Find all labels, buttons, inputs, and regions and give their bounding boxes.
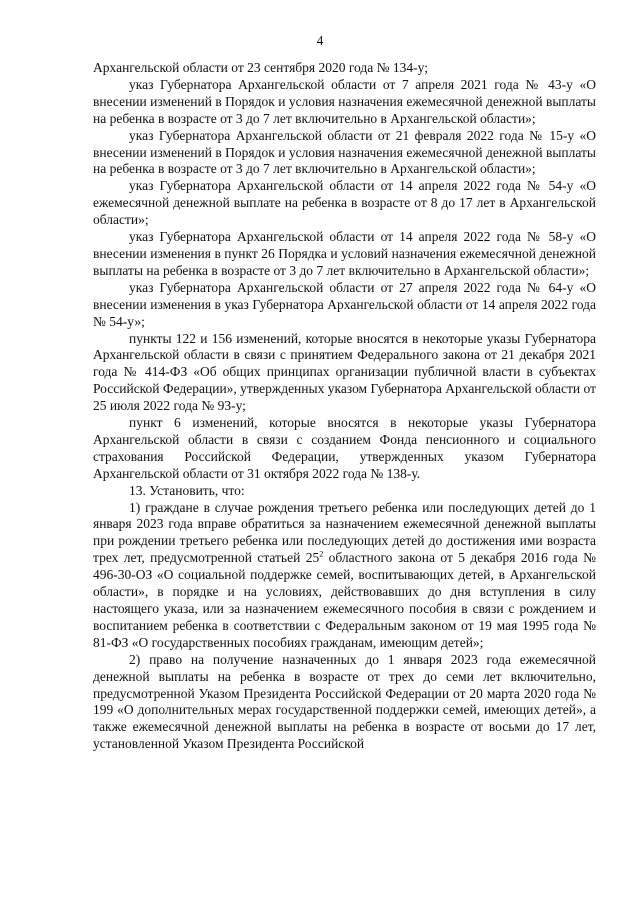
document-body (93, 60, 596, 753)
paragraph-2: указ Губернатора Архангельской области от 7 апреля 2021 года № 43-у «О внесении изменений в Порядок и условия назначения ежемесячной денежной выплаты на ребенка в возрасте от 3 до 7 лет включительно в Архангельской области»; (93, 76, 596, 126)
paragraph-6: указ Губернатора Архангельской области от 27 апреля 2022 года № 64-у «О внесении изменения в указ Губернатора Архангельской области от 14 апреля 2022 года № 54-у»; (93, 279, 596, 329)
page-number: 4 (316, 33, 324, 48)
paragraph-4: указ Губернатора Архангельской области от 14 апреля 2022 года № 54-у «О ежемесячной денежной выплате на ребенка в возрасте от 8 до 17 лет в Архангельской области»; (93, 178, 596, 228)
paragraph-7: пункты 122 и 156 изменений, которые вносятся в некоторые указы Губернатора Архангельской области в связи с принятием Федерального закона от 21 декабря 2021 года № 414-ФЗ «Об общих принципах организации публичной власти в субъектах Российской Федерации», утвержденных указом Губернатора Архангельской области от 25 июля 2022 года № 93-у; (93, 330, 596, 414)
paragraph-10-part-1: 1) граждане в случае рождения третьего ребенка или последующих детей до 1 января 2023 года вправе обратиться за назначением ежемесячной денежной выплаты при рождении третьего ребенка или последующих детей до достижения ими возраста трех лет, предусмотренной статьей 25 (93, 499, 596, 566)
paragraph-8: пункт 6 изменений, которые вносятся в некоторые указы Губернатора Архангельской области в связи с созданием Фонда пенсионного и социального страхования Российской Федерации, утвержденных указом Губернатора Архангельской области от 31 октября 2022 года № 138-у. (93, 415, 596, 481)
paragraph-5: указ Губернатора Архангельской области от 14 апреля 2022 года № 58-у «О внесении изменения в пункт 26 Порядка и условий назначения ежемесячной денежной выплаты на ребенка в возрасте от 3 до 7 лет включительно в Архангельской области»; (93, 229, 596, 278)
paragraph-1: Архангельской области от 23 сентября 2020 года № 134-у; (93, 60, 428, 75)
superscript: 2 (319, 549, 324, 559)
paragraph-11: 2) право на получение назначенных до 1 января 2023 года ежемесячной денежной выплаты на ребенка в возрасте от трех до семи лет включительно, предусмотренной Указом Президента Российской Федерации от 20 марта 2020 года № 199 «О дополнительных мерах государственной поддержки семей, имеющих детей», а также ежемесячной денежной выплаты на ребенка в возрасте от восьми до 17 лет, установленной Указом Президента Российской (93, 651, 596, 752)
paragraph-10 (93, 500, 596, 652)
paragraph-9-heading: 13. Установить, что: (129, 482, 245, 498)
paragraph-10-part-2: областного закона от 5 декабря 2016 года № 496-30-ОЗ «О социальной поддержке семей, воспитывающих детей, в Архангельской области», в порядке и на условиях, действовавших до дня вступления в силу настоящего указа, или за назначением ежемесячного пособия в связи с рождением и воспитанием ребенка в соответствии с Федеральным законом от 19 мая 1995 года № 81-ФЗ «О государственных пособиях гражданам, имеющим детей»; (93, 550, 596, 650)
paragraph-3: указ Губернатора Архангельской области от 21 февраля 2022 года № 15-у «О внесении изменений в Порядок и условия назначения ежемесячной денежной выплаты на ребенка в возрасте от 3 до 7 лет включительно в Архангельской области»; (93, 127, 596, 177)
